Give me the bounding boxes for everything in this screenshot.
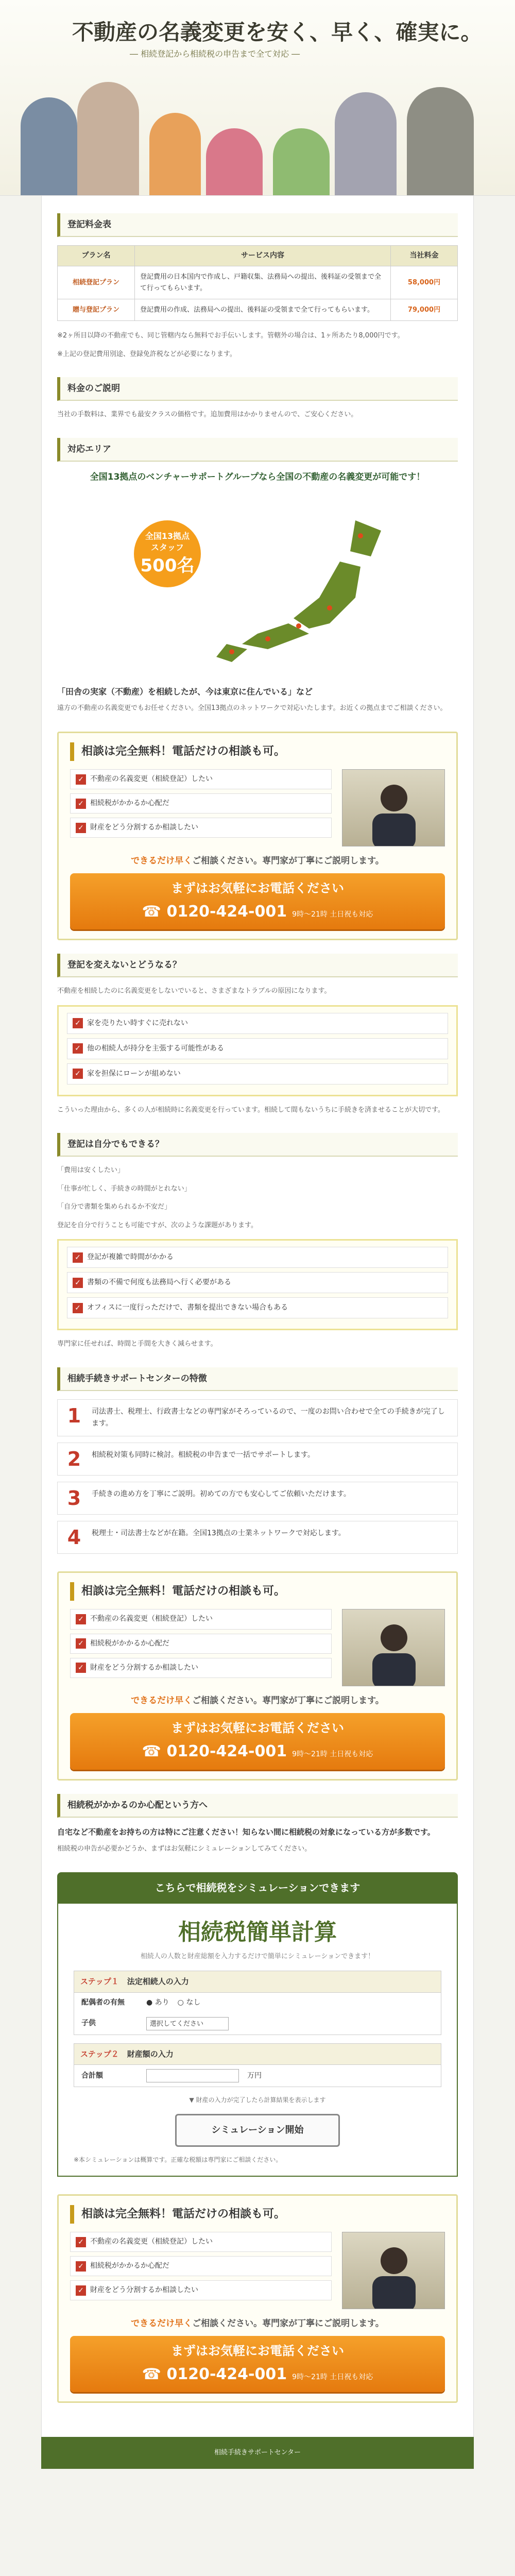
fee-header-row — [58, 246, 458, 266]
step-2-head — [74, 2044, 441, 2065]
area-lead: 全国13拠点のベンチャーサポートグループなら全国の不動産の名義変更が可能です！ — [90, 471, 425, 482]
list-item-label: 不動産の名義変更（相続登記）したい — [90, 775, 213, 784]
check-icon: ✓ — [76, 823, 86, 833]
check-icon: ✓ — [73, 1069, 83, 1079]
step-label: 法定相続人の入力 — [127, 1976, 189, 1986]
feature-text: 手続きの進め方を丁寧にご説明。初めての方でも安心してご依頼いただけます。 — [92, 1490, 351, 1499]
feature-text: 司法書士、税理士、行政書士などの専門家がそろっているので、一度のお問い合わせで全ての手続きが完了します。 — [92, 1407, 445, 1428]
spouse-yes-radio[interactable]: ● あり — [146, 1998, 169, 2007]
fee-header-price: 当社料金 — [391, 246, 458, 266]
list-item-label: 財産をどう分割するか相談したい — [90, 1663, 198, 1672]
consult-lead — [70, 2316, 445, 2331]
list-item — [67, 1272, 448, 1293]
call-button-label: まずはお気軽にお電話ください — [171, 881, 344, 896]
check-icon: ✓ — [76, 1663, 86, 1673]
feature-item — [57, 1482, 458, 1515]
children-label: 子供 — [81, 2019, 96, 2028]
main-content — [41, 196, 474, 2437]
total-unit: 万円 — [247, 2071, 262, 2080]
features-section — [57, 1367, 458, 1554]
call-hours: 9時〜21時 土日祝も対応 — [292, 910, 373, 919]
diy-quote: 「仕事が忙しく、手続きの時間がとれない」 — [57, 1184, 191, 1193]
list-item-label: 他の相続人が持分を主張する可能性がある — [87, 1044, 224, 1053]
list-item-label: 家を売りたい時すぐに売れない — [87, 1019, 188, 1027]
check-icon: ✓ — [76, 2285, 86, 2296]
plan-price: 79,000円 — [391, 299, 458, 321]
spouse-row — [74, 1993, 441, 2013]
spouse-no-radio[interactable]: ○ なし — [177, 1998, 201, 2007]
total-label: 合計額 — [81, 2071, 103, 2080]
tax-lead: 自宅など不動産をお持ちの方は特にご注意ください！知らない間に相続税の対象になっている方が多数です。 — [57, 1827, 435, 1837]
tax-heading: 相続税がかかるのか心配という方へ — [57, 1794, 458, 1818]
risk-heading: 登記を変えないとどうなる？ — [57, 954, 458, 977]
list-item — [67, 1063, 448, 1084]
stats-badge — [134, 520, 201, 587]
simulator-panel — [57, 1904, 458, 2177]
calc-note: ▼ 財産の入力が完了したら計算結果を表示します — [189, 2096, 326, 2104]
call-button[interactable] — [70, 2336, 445, 2392]
fee-note: ※上記の登記費用別途、登録免許税などが必要になります。 — [57, 350, 236, 358]
delivery-section — [57, 377, 458, 420]
call-hours: 9時〜21時 土日祝も対応 — [292, 2372, 373, 2381]
list-item-label: オフィスに一度行っただけで、書類を提出できない場合もある — [87, 1303, 288, 1312]
consult-body — [70, 769, 445, 846]
consult-heading: 相談は完全無料！電話だけの相談も可。 — [70, 2205, 445, 2224]
fee-header-plan: プラン名 — [58, 246, 135, 266]
fee-note: ※2ヶ所目以降の不動産でも、同じ管轄内なら無料でお手伝いします。管轄外の場合は、1ヶ所あたり8,000円です。 — [57, 332, 404, 340]
check-icon: ✓ — [76, 2261, 86, 2272]
spouse-label: 配偶者の有無 — [81, 1998, 125, 2007]
check-icon: ✓ — [76, 774, 86, 785]
japan-map — [113, 489, 402, 675]
check-icon: ✓ — [76, 799, 86, 809]
phone-number — [80, 2362, 435, 2387]
total-input[interactable] — [146, 2069, 239, 2082]
list-item-label: 不動産の名義変更（相続登記）したい — [90, 1615, 213, 1623]
phone-icon: ☎ — [142, 902, 167, 921]
consult-lead — [70, 1693, 445, 1708]
consult-list — [70, 769, 332, 846]
area-heading: 対応エリア — [57, 438, 458, 462]
list-item-label: 書類の不備で何度も法務局へ行く必要がある — [87, 1278, 231, 1287]
list-item — [70, 818, 332, 838]
badge-label: 全国13拠点 — [145, 531, 190, 541]
phone-number-text: 0120-424-001 — [166, 2365, 287, 2383]
badge-number: 500名 — [140, 555, 195, 576]
consultant-photo — [342, 2232, 445, 2309]
plan-desc: 登記費用の作成、法務局への提出、後料証の受領まで全て行ってもらいます。 — [135, 299, 391, 321]
consult-list — [70, 2232, 332, 2309]
feature-item — [57, 1443, 458, 1476]
consult-lead-rest: ご相談ください。専門家が丁寧にご説明します。 — [192, 856, 384, 867]
simulator-disclaimer: ※本シミュレーションは概算です。正確な税額は専門家にご相談ください。 — [74, 2156, 282, 2163]
phone-icon: ☎ — [142, 2365, 167, 2383]
step-1-head — [74, 1971, 441, 1993]
phone-icon: ☎ — [142, 1742, 167, 1761]
person-icon — [342, 1609, 445, 1686]
consult-box-2 — [57, 1571, 458, 1780]
plan-name: 贈与登記プラン — [58, 299, 135, 321]
step-number: ステップ２ — [80, 2049, 119, 2059]
feature-number: 3 — [67, 1487, 81, 1510]
step-1 — [74, 1971, 441, 2035]
list-item — [70, 1634, 332, 1654]
fee-header-service: サービス内容 — [135, 246, 391, 266]
consult-lead-em: できるだけ早く — [131, 856, 193, 867]
consult-box-3 — [57, 2194, 458, 2403]
delivery-body: 当社の手数料は、業界でも最安クラスの価格です。追加費用はかかりませんので、ご安心ください。 — [57, 411, 358, 419]
area-section — [57, 438, 458, 714]
call-hours: 9時〜21時 土日祝も対応 — [292, 1750, 373, 1759]
simulator-title: 相続税簡単計算 — [178, 1919, 337, 1945]
step-2 — [74, 2043, 441, 2088]
step-number: ステップ１ — [80, 1976, 119, 1986]
person-icon — [342, 770, 445, 846]
check-icon: ✓ — [76, 2237, 86, 2247]
diy-quote: 「自分で書類を集められるか不安だ」 — [57, 1203, 171, 1211]
feature-number: 2 — [67, 1448, 81, 1471]
consult-heading: 相談は完全無料！電話だけの相談も可。 — [70, 1582, 445, 1601]
list-item — [67, 1297, 448, 1318]
check-icon: ✓ — [73, 1018, 83, 1028]
list-item — [67, 1038, 448, 1059]
list-item — [70, 2256, 332, 2276]
table-row — [58, 299, 458, 321]
consult-lead-em: できるだけ早く — [131, 1696, 193, 1706]
risk-body: 不動産を相続したのに名義変更をしないでいると、さまざまなトラブルの原因になります。 — [57, 987, 331, 995]
risk-section — [57, 954, 458, 1115]
call-button-label: まずはお気軽にお電話ください — [171, 1721, 344, 1736]
check-icon: ✓ — [73, 1278, 83, 1288]
consult-box — [57, 732, 458, 940]
check-icon: ✓ — [73, 1252, 83, 1263]
list-item-label: 登記が複雑で時間がかかる — [87, 1253, 174, 1262]
diy-section — [57, 1133, 458, 1350]
consult-lead-em: できるだけ早く — [131, 2318, 193, 2329]
simulator-banner: こちらで相続税をシミュレーションできます — [57, 1872, 458, 1904]
simulate-button[interactable]: シミュレーション開始 — [175, 2114, 340, 2147]
call-button-label: まずはお気軽にお電話ください — [171, 2344, 344, 2359]
risk-after: こういった理由から、多くの人が相続時に名義変更を行っています。相続して間もないうちに手続きを済ませることが大切です。 — [57, 1106, 444, 1114]
list-item — [67, 1247, 448, 1268]
plan-desc: 登記費用の日本国内で作成し、戸籍収集、法務局への提出、後料証の受領まで全て行ってもらいます。 — [135, 266, 391, 299]
feature-item — [57, 1399, 458, 1436]
children-select[interactable]: 選択してください — [146, 2017, 229, 2030]
consult-lead-rest: ご相談ください。専門家が丁寧にご説明します。 — [192, 1696, 384, 1706]
features-heading: 相続手続きサポートセンターの特徴 — [57, 1367, 458, 1391]
phone-number-text: 0120-424-001 — [166, 902, 287, 921]
hero-subtitle: ― 相続登記から相続税の申告まで全て対応 ― — [130, 49, 300, 59]
tax-section — [57, 1794, 458, 1855]
consultant-photo — [342, 769, 445, 846]
badge-label: スタッフ — [150, 543, 184, 553]
children-row — [74, 2013, 441, 2035]
delivery-heading: 料金のご説明 — [57, 377, 458, 401]
simulator-desc: 相続人の人数と財産総額を入力するだけで簡単にシミュレーションできます！ — [140, 1953, 375, 1961]
list-item-label: 財産をどう分割するか相談したい — [90, 2286, 198, 2295]
tax-body: 相続税の申告が必要かどうか、まずはお気軽にシミュレーションしてみてください。 — [57, 1845, 312, 1853]
fee-heading: 登記料金表 — [57, 213, 458, 237]
list-item — [70, 793, 332, 814]
check-icon: ✓ — [76, 1638, 86, 1649]
footer: 相続手続きサポートセンター — [41, 2437, 474, 2468]
list-item-label: 相続税がかかるか心配だ — [90, 799, 169, 808]
feature-item — [57, 1521, 458, 1554]
feature-text: 税理士・司法書士などが在籍。全国13拠点の士業ネットワークで対応します。 — [92, 1529, 346, 1538]
fee-table — [57, 245, 458, 321]
consult-body — [70, 2232, 445, 2309]
consult-heading: 相談は完全無料！電話だけの相談も可。 — [70, 742, 445, 761]
feature-number: 4 — [67, 1526, 81, 1549]
list-item-label: 財産をどう分割するか相談したい — [90, 823, 198, 832]
person-icon — [342, 2232, 445, 2309]
list-item-label: 家を担保にローンが組めない — [87, 1069, 181, 1078]
phone-number-text: 0120-424-001 — [166, 1742, 287, 1761]
list-item — [70, 769, 332, 789]
diy-box — [57, 1239, 458, 1330]
hero-banner — [0, 0, 515, 196]
hero-title: 不動産の名義変更を安く、早く、確実に。 — [72, 20, 483, 45]
phone-number — [80, 1739, 435, 1765]
call-button[interactable] — [70, 873, 445, 929]
list-item — [70, 1609, 332, 1629]
check-icon: ✓ — [76, 1614, 86, 1624]
risk-box — [57, 1005, 458, 1096]
list-item — [70, 2280, 332, 2300]
diy-quote: 「費用は安くしたい」 — [57, 1166, 125, 1175]
list-item-label: 相続税がかかるか心配だ — [90, 1639, 169, 1648]
table-row — [58, 266, 458, 299]
list-item — [70, 2232, 332, 2252]
list-item-label: 不動産の名義変更（相続登記）したい — [90, 2238, 213, 2246]
call-button[interactable] — [70, 1713, 445, 1769]
plan-price: 58,000円 — [391, 266, 458, 299]
total-row — [74, 2065, 441, 2087]
plan-name: 相続登記プラン — [58, 266, 135, 299]
diy-after: 専門家に任せれば、時間と手間を大きく減らせます。 — [57, 1340, 217, 1348]
step-label: 財産額の入力 — [127, 2049, 174, 2059]
list-item — [67, 1013, 448, 1034]
list-item-label: 相続税がかかるか心配だ — [90, 2262, 169, 2270]
phone-number — [80, 899, 435, 925]
list-item — [70, 1658, 332, 1678]
diy-body: 登記を自分で行うことも可能ですが、次のような課題があります。 — [57, 1221, 258, 1229]
consult-lead-rest: ご相談ください。専門家が丁寧にご説明します。 — [192, 2318, 384, 2329]
check-icon: ✓ — [73, 1303, 83, 1313]
area-caption: 「田舎の実家（不動産）を相続したが、今は東京に住んでいる」など — [57, 686, 313, 697]
consult-lead — [70, 854, 445, 868]
consult-list — [70, 1609, 332, 1686]
fee-section — [57, 213, 458, 360]
area-body: 遠方の不動産の名義変更でもお任せください。全国13拠点のネットワークで対応いたします。お近くの拠点までご相談ください。 — [57, 704, 447, 713]
check-icon: ✓ — [73, 1043, 83, 1054]
family-illustration — [0, 61, 515, 195]
consultant-photo — [342, 1609, 445, 1686]
simulator — [57, 1872, 458, 2177]
feature-text: 相続税対策も同時に検討。相続税の申告まで一括でサポートします。 — [92, 1451, 315, 1460]
diy-heading: 登記は自分でもできる？ — [57, 1133, 458, 1157]
consult-body — [70, 1609, 445, 1686]
feature-number: 1 — [67, 1404, 81, 1427]
